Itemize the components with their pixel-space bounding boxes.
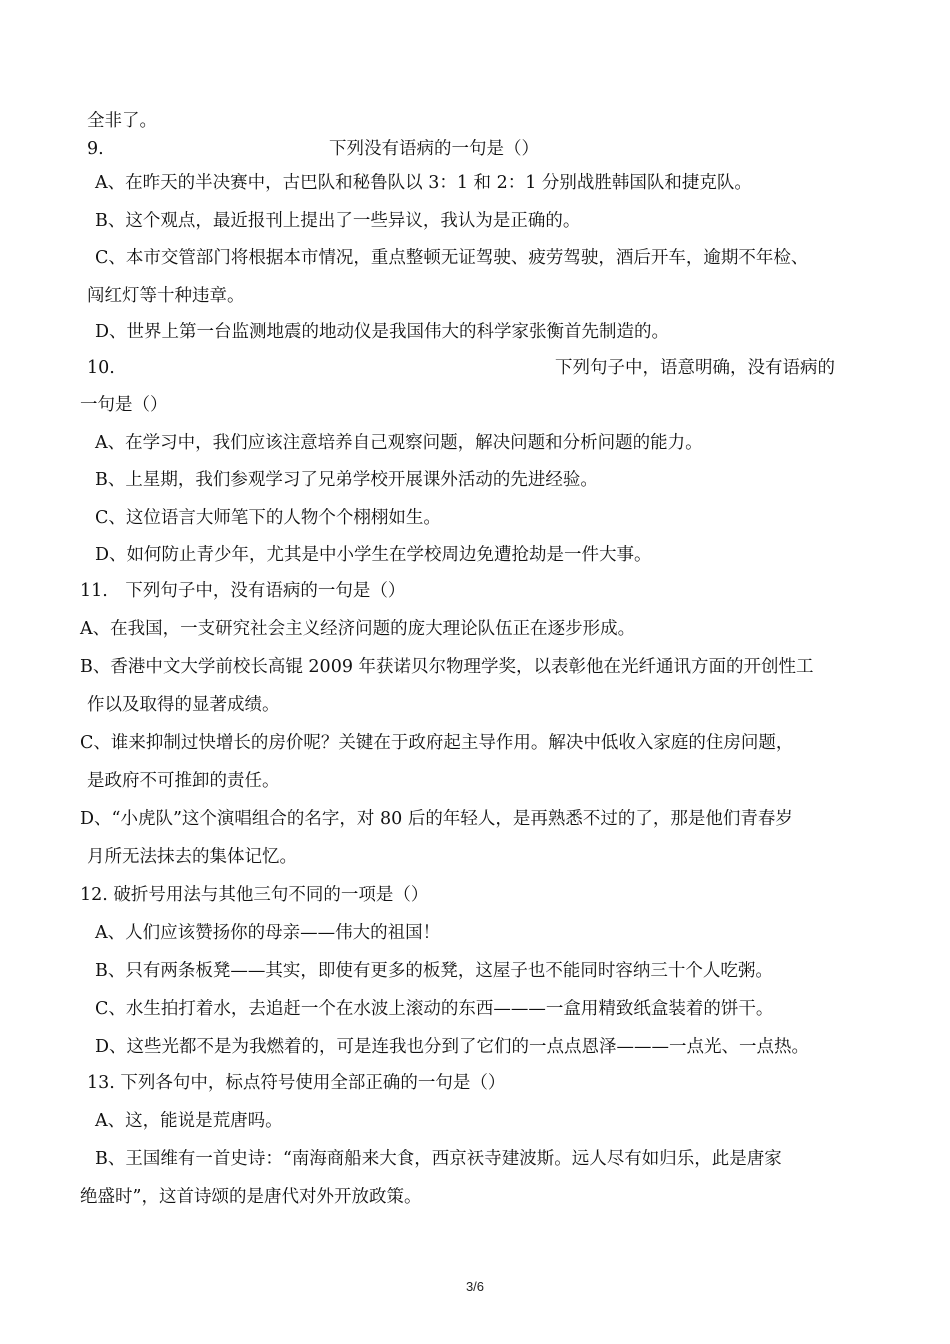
question-stem: 下列没有语病的一句是（） <box>329 139 539 159</box>
option-line: D、“小虎队”这个演唱组合的名字，对 80 后的年轻人，是再熟悉不过的了，那是他们青春岁 <box>80 809 793 829</box>
option-line: B、香港中文大学前校长高锟 2009 年获诺贝尔物理学奖，以表彰他在光纤通讯方面的开创性工 <box>80 657 814 677</box>
option-line: 绝盛时”，这首诗颂的是唐代对外开放政策。 <box>80 1187 422 1207</box>
question-number: 10. <box>87 358 115 378</box>
option-line: C、本市交管部门将根据本市情况，重点整顿无证驾驶、疲劳驾驶，酒后开车，逾期不年检、 <box>95 248 809 268</box>
option-line: A、在昨天的半决赛中，古巴队和秘鲁队以 3：1 和 2：1 分别战胜韩国队和捷克队。 <box>95 173 752 193</box>
option-line: D、这些光都不是为我燃着的，可是连我也分到了它们的一点点恩泽———一点光、一点热。 <box>95 1037 810 1057</box>
option-line: 闯红灯等十种违章。 <box>87 286 245 306</box>
question-stem: 11. 下列句子中，没有语病的一句是（） <box>80 581 406 601</box>
option-line: C、水生拍打着水，去追赶一个在水波上滚动的东西———一盒用精致纸盒装着的饼干。 <box>95 999 774 1019</box>
option-line: C、谁来抑制过快增长的房价呢？关键在于政府起主导作用。解决中低收入家庭的住房问题， <box>80 733 794 753</box>
question-stem: 12. 破折号用法与其他三句不同的一项是（） <box>80 885 429 905</box>
option-line: A、这，能说是荒唐吗。 <box>95 1111 283 1131</box>
option-line: D、如何防止青少年，尤其是中小学生在学校周边免遭抢劫是一件大事。 <box>95 545 652 565</box>
option-line: 是政府不可推卸的责任。 <box>87 771 280 791</box>
question-stem: 一句是（） <box>80 395 168 415</box>
option-line: D、世界上第一台监测地震的地动仪是我国伟大的科学家张衡首先制造的。 <box>95 322 670 342</box>
question-stem: 13. 下列各句中，标点符号使用全部正确的一句是（） <box>87 1073 506 1093</box>
page-number: 3/6 <box>465 1279 485 1294</box>
question-stem: 下列句子中，语意明确，没有语病的 <box>555 358 835 378</box>
text-line: 全非了。 <box>87 111 157 131</box>
option-line: C、这位语言大师笔下的人物个个栩栩如生。 <box>95 508 441 528</box>
question-number: 9. <box>87 139 104 159</box>
option-line: B、只有两条板凳——其实，即使有更多的板凳，这屋子也不能同时容纳三十个人吃粥。 <box>95 961 773 981</box>
option-line: 作以及取得的显著成绩。 <box>87 695 280 715</box>
option-line: A、在我国，一支研究社会主义经济问题的庞大理论队伍正在逐步形成。 <box>80 619 636 639</box>
option-line: B、王国维有一首史诗：“南海商船来大食，西京祆寺建波斯。远人尽有如归乐，此是唐家 <box>95 1149 782 1169</box>
option-line: A、人们应该赞扬你的母亲——伟大的祖国！ <box>95 923 441 943</box>
option-line: A、在学习中，我们应该注意培养自己观察问题，解决问题和分析问题的能力。 <box>95 433 703 453</box>
option-line: B、这个观点，最近报刊上提出了一些异议，我认为是正确的。 <box>95 211 581 231</box>
option-line: B、上星期，我们参观学习了兄弟学校开展课外活动的先进经验。 <box>95 470 598 490</box>
option-line: 月所无法抹去的集体记忆。 <box>87 847 297 867</box>
